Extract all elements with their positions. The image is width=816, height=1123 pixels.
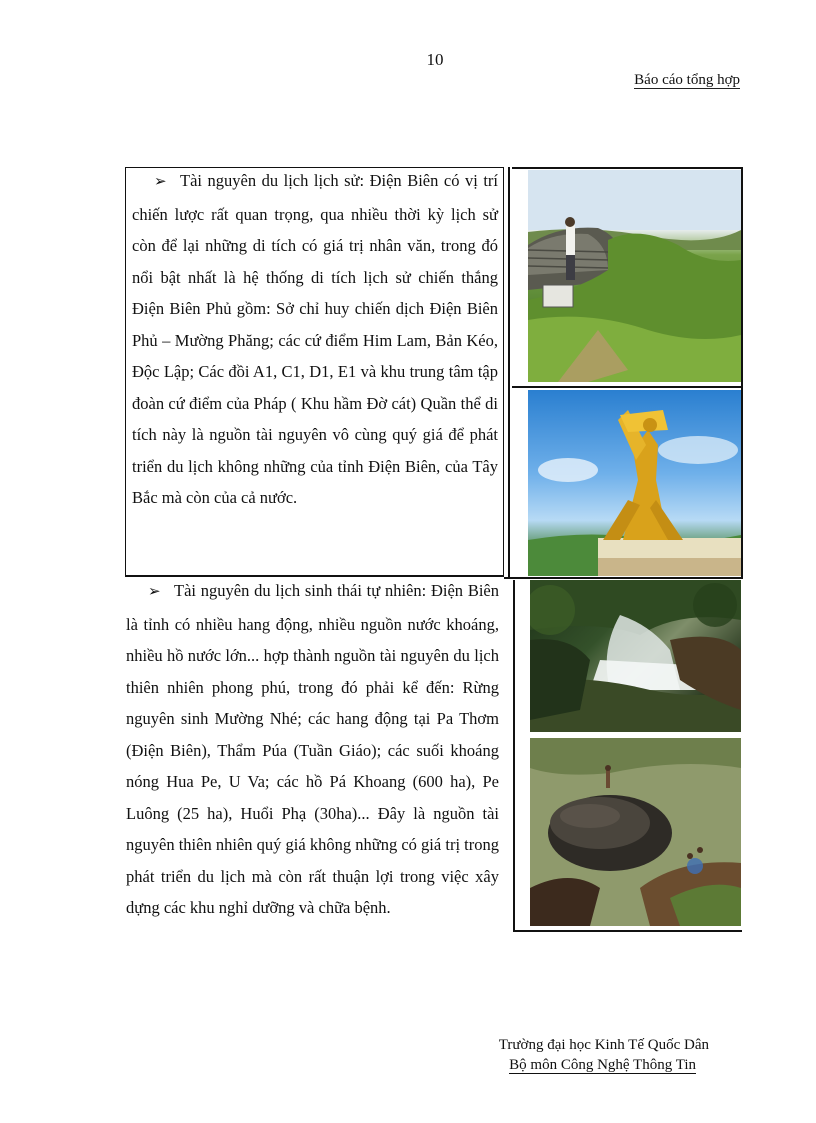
- school-name: Trường đại học Kinh Tế Quốc Dân: [498, 1037, 709, 1053]
- bunker-relic-photo: [528, 170, 741, 382]
- natural-resources-text: Tài nguyên du lịch sinh thái tự nhiên: Điện Biên là tỉnh có nhiều hang động, nhiều nguồn nước khoáng, nhiều hồ nước lớn... hợp thành nguồn tài nguyên du lịch thiên nhiên phong phú, trong đó phải kể đến: Rừng nguyên sinh Mường Nhé; các hang động tại Pa Thơm (Điện Biên), Thẩm Púa (Tuần Giáo); các suối khoáng nóng Hua Pe, U Va; các hồ Pá Khoang (600 ha), Pe Luông (25 ha), Huổi Phạ (30ha)... Đây là nguồn tài nguyên thiên nhiên quý giá không những có giá trị trong phát triển du lịch mà còn rất thuận lợi trong việc xây dựng các khu nghỉ dưỡng và chữa bệnh.: [126, 581, 499, 917]
- divider: [513, 580, 515, 932]
- historical-resources-text: Tài nguyên du lịch lịch sử: Điện Biên có vị trí chiến lược rất quan trọng, qua nhiều thời kỳ lịch sử còn để lại những di tích có giá trị nhân văn, trong đó nổi bật nhất là hệ thống di tích lịch sử chiến thắng Điện Biên Phủ gồm: Sở chỉ huy chiến dịch Điện Biên Phủ – Mường Phăng; các cứ điểm Him Lam, Bản Kéo, Độc Lập; Các đồi A1, C1, D1, E1 và khu trung tâm tập đoàn cứ điểm của Pháp ( Khu hầm Đờ cát) Quần thể di tích này là nguồn tài nguyên vô cùng quý giá để phát triển du lịch không những của tỉnh Điện Biên, của Tây Bắc mà còn của cả nước.: [132, 171, 498, 507]
- divider: [508, 167, 510, 579]
- arrow-bullet-icon: ➢: [148, 584, 161, 600]
- divider: [504, 577, 742, 579]
- divider: [512, 167, 742, 169]
- arrow-bullet-icon: ➢: [154, 174, 167, 190]
- divider: [513, 930, 742, 932]
- river-rock-photo: [530, 738, 741, 926]
- divider: [512, 386, 742, 388]
- historical-resources-paragraph: [132, 165, 498, 514]
- waterfall-photo: [530, 580, 741, 732]
- department-name: Bộ môn Công Nghệ Thông Tin: [509, 1057, 696, 1073]
- natural-resources-paragraph: [126, 575, 499, 924]
- victory-monument-photo: [528, 390, 741, 576]
- report-title: Báo cáo tổng hợp: [634, 72, 740, 88]
- page-number: 10: [426, 50, 444, 69]
- divider: [741, 167, 743, 579]
